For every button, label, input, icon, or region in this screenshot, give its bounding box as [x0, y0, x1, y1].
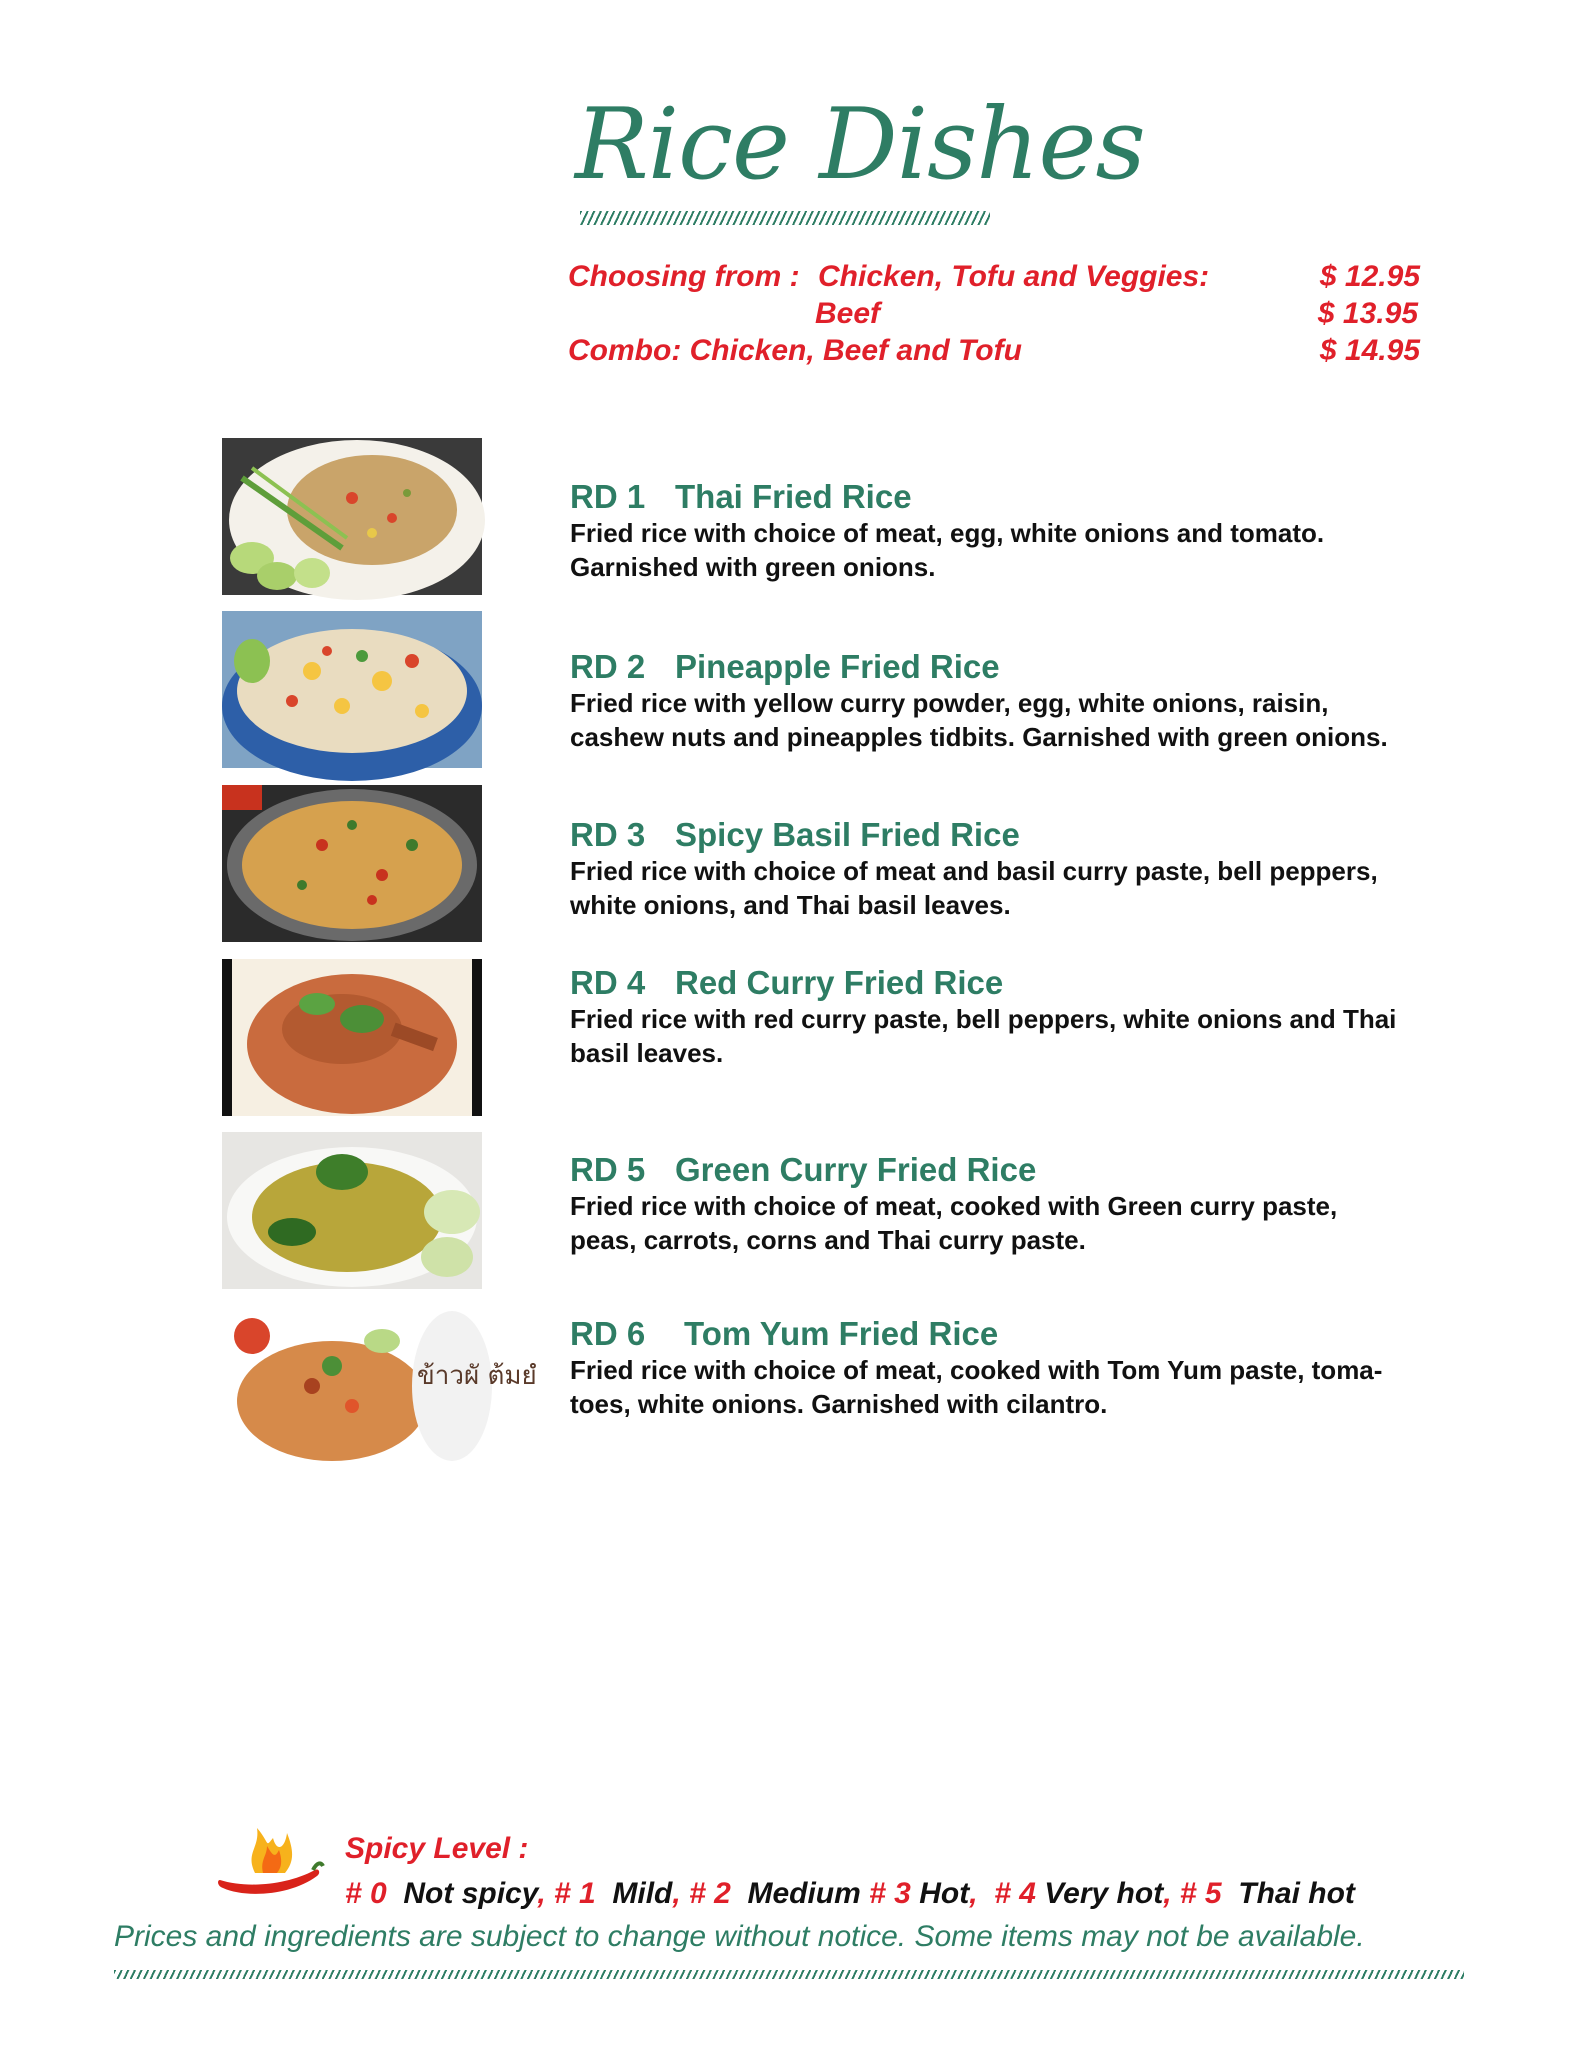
dish-name: Green Curry Fried Rice — [675, 1151, 1037, 1188]
dish-code: RD 4 — [570, 964, 646, 1001]
dish-title — [570, 1315, 1500, 1353]
title-underline — [580, 211, 990, 225]
dish-description-line: toes, white onions. Garnished with cilantro. — [570, 1389, 1108, 1419]
dish-item-rd5 — [570, 1151, 1500, 1257]
dish-description-line: basil leaves. — [570, 1038, 724, 1068]
dish-description — [570, 1002, 1500, 1070]
dish-description — [570, 686, 1500, 754]
spicy-level-separator: , — [537, 1877, 546, 1910]
spicy-level-label-text: Hot — [919, 1877, 970, 1910]
price-value-3: $ 14.95 — [1319, 334, 1420, 367]
spicy-level-separator: , — [672, 1877, 681, 1910]
spicy-level-number: # 1 — [554, 1877, 596, 1910]
dish-description — [570, 516, 1500, 584]
spicy-levels — [345, 1877, 1355, 1911]
dish-description-line: white onions, and Thai basil leaves. — [570, 890, 1011, 920]
spicy-level-number: # 5 — [1179, 1877, 1222, 1910]
dish-description-line: Fried rice with red curry paste, bell peppers, white onions and Thai — [570, 1004, 1397, 1034]
dish-description-line: Fried rice with yellow curry powder, egg, white onions, raisin, — [570, 688, 1329, 718]
spicy-level-label-text: Very hot — [1044, 1877, 1164, 1910]
price-value-1: $ 12.95 — [1319, 260, 1420, 293]
price-notice: Prices and ingredients are subject to change without notice. Some items may not be available. — [114, 1920, 1365, 1953]
price-label-1: Chicken, Tofu and Veggies: — [818, 260, 1210, 293]
dish-description-line: peas, carrots, corns and Thai curry paste. — [570, 1225, 1086, 1255]
dish-title — [570, 964, 1500, 1002]
spicy-level-number: # 2 — [689, 1877, 731, 1910]
spicy-level-label-text: Medium — [747, 1877, 861, 1910]
dish-code: RD 5 — [570, 1151, 646, 1188]
price-label-2: Beef — [815, 297, 881, 330]
dish-description — [570, 854, 1500, 922]
dish-photo-pineapple-fried-rice — [222, 611, 482, 768]
spicy-level-label-text: Thai hot — [1238, 1877, 1355, 1910]
spicy-level-label-text: Not spicy — [403, 1877, 538, 1910]
spicy-level-number: # 0 — [345, 1877, 387, 1910]
dish-title — [570, 648, 1500, 686]
spicy-level-label: Spicy Level : — [345, 1832, 529, 1865]
dish-photo-tom-yum-fried-rice — [222, 1306, 537, 1463]
dish-item-rd6 — [570, 1315, 1500, 1421]
dish-description-line: cashew nuts and pineapples tidbits. Garnished with green onions. — [570, 722, 1388, 752]
dish-name: Spicy Basil Fried Rice — [675, 816, 1020, 853]
dish-description-line: Garnished with green onions. — [570, 552, 936, 582]
chili-flame-icon — [215, 1818, 325, 1898]
spicy-level-separator: , — [1163, 1877, 1172, 1910]
dish-description — [570, 1189, 1500, 1257]
dish-photo-thai-fried-rice — [222, 438, 482, 595]
dish-photo-spicy-basil-fried-rice — [222, 785, 482, 942]
dish-name: Red Curry Fried Rice — [675, 964, 1004, 1001]
dish-description-line: Fried rice with choice of meat and basil curry paste, bell peppers, — [570, 856, 1378, 886]
price-prefix: Choosing from : — [568, 260, 800, 293]
dish-code: RD 1 — [570, 478, 646, 515]
spicy-level-number: # 4 — [994, 1877, 1036, 1910]
price-label-3: Combo: Chicken, Beef and Tofu — [568, 334, 1022, 367]
dish-description — [570, 1353, 1500, 1421]
dish-item-rd1 — [570, 478, 1500, 584]
dish-description-line: Fried rice with choice of meat, egg, white onions and tomato. — [570, 518, 1325, 548]
dish-code: RD 6 — [570, 1315, 646, 1352]
spicy-level-number: # 3 — [869, 1877, 911, 1910]
dish-photo-red-curry-fried-rice — [222, 959, 482, 1116]
dish-code: RD 2 — [570, 648, 646, 685]
spicy-level-label-text: Mild — [612, 1877, 673, 1910]
footer-underline — [114, 1970, 1464, 1979]
dish-description-line: Fried rice with choice of meat, cooked with Green curry paste, — [570, 1191, 1338, 1221]
dish-title — [570, 816, 1500, 854]
dish-item-rd2 — [570, 648, 1500, 754]
page-title: Rice Dishes — [575, 88, 1145, 202]
price-row-1 — [568, 260, 800, 294]
dish-name: Pineapple Fried Rice — [675, 648, 1000, 685]
dish-photo-green-curry-fried-rice — [222, 1132, 482, 1289]
spicy-level-separator: , — [969, 1877, 978, 1910]
dish-title — [570, 1151, 1500, 1189]
photo-packaging-text: ข้าวผั ต้มยํ — [417, 1361, 537, 1391]
dish-title — [570, 478, 1500, 516]
dish-code: RD 3 — [570, 816, 646, 853]
dish-item-rd3 — [570, 816, 1500, 922]
dish-name: Tom Yum Fried Rice — [684, 1315, 999, 1352]
dish-description-line: Fried rice with choice of meat, cooked with Tom Yum paste, toma- — [570, 1355, 1383, 1385]
dish-name: Thai Fried Rice — [675, 478, 912, 515]
dish-item-rd4 — [570, 964, 1500, 1070]
price-value-2: $ 13.95 — [1317, 297, 1418, 330]
